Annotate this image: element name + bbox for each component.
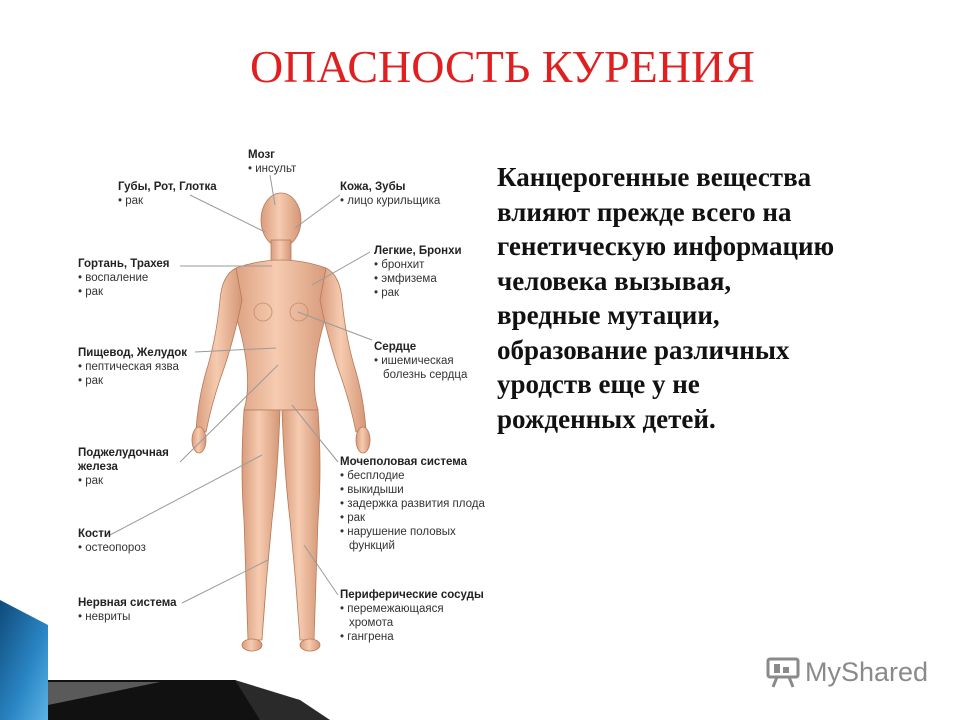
label-larynx-title: Гортань, Трахея (78, 258, 170, 270)
label-lungs (374, 244, 462, 300)
label-pancreas-title-2: железа (78, 461, 118, 473)
label-skin (340, 180, 440, 208)
body-line: человека вызывая, (497, 265, 732, 296)
label-genital (340, 455, 485, 553)
label-stomach (78, 346, 187, 388)
label-pancreas (78, 446, 169, 488)
logo-text: MyShared (805, 656, 929, 687)
label-lungs-item: • эмфизема (374, 272, 462, 286)
label-vessels-item: • перемежающаяся (340, 602, 484, 616)
label-stomach-item: • рак (78, 374, 187, 388)
presentation-icon (765, 655, 801, 689)
label-vessels-item: • гангрена (340, 630, 484, 644)
label-heart (374, 340, 467, 382)
body-line: уродств еще у не (497, 369, 700, 399)
label-skin-title: Кожа, Зубы (340, 181, 406, 193)
label-genital-item: • задержка развития плода (340, 497, 485, 511)
label-heart-title: Сердце (374, 341, 417, 353)
label-brain (248, 148, 296, 176)
label-vessels (340, 588, 484, 644)
body-line: образование различных (497, 334, 790, 365)
label-nervous (78, 596, 177, 624)
label-bones-item: • остеопороз (78, 541, 146, 555)
label-lips (118, 180, 217, 208)
label-lungs-title: Легкие, Бронхи (374, 245, 462, 257)
body-line: генетическую информацию (497, 231, 835, 261)
label-brain-item: • инсульт (248, 162, 296, 176)
label-bones-title: Кости (78, 528, 111, 540)
label-heart-item: болезнь сердца (383, 369, 468, 381)
human-figure (192, 193, 370, 651)
label-vessels-item: хромота (349, 617, 394, 629)
myshared-logo (765, 655, 928, 689)
slide-title: ОПАСНОСТЬ КУРЕНИЯ (250, 41, 755, 92)
label-brain-title: Мозг (248, 149, 275, 161)
label-nervous-item: • невриты (78, 610, 177, 624)
label-nervous-title: Нервная система (78, 597, 177, 609)
label-stomach-item: • пептическая язва (78, 360, 187, 374)
body-line: влияют прежде всего на (497, 196, 792, 227)
label-genital-item: • выкидыши (340, 483, 485, 497)
body-line: вредные мутации, (497, 300, 720, 330)
label-genital-title: Мочеполовая система (340, 456, 467, 468)
label-larynx-item: • воспаление (78, 271, 170, 285)
label-lips-item: • рак (118, 194, 217, 208)
label-vessels-title: Периферические сосуды (340, 589, 484, 601)
label-lungs-item: • рак (374, 286, 462, 300)
label-bones (78, 527, 146, 555)
label-genital-item: • нарушение половых (340, 525, 485, 539)
label-lips-title: Губы, Рот, Глотка (118, 181, 217, 193)
label-genital-item: • бесплодие (340, 469, 485, 483)
label-pancreas-item: • рак (78, 474, 169, 488)
body-line: рожденных детей. (497, 403, 716, 434)
label-genital-item: функций (349, 540, 395, 552)
label-heart-item: • ишемическая (374, 354, 467, 368)
label-larynx-item: • рак (78, 285, 170, 299)
leader-lines (110, 175, 372, 603)
label-larynx (78, 257, 170, 299)
label-skin-item: • лицо курильщика (340, 194, 440, 208)
label-pancreas-title-1: Поджелудочная (78, 447, 169, 459)
body-line: Канцерогенные вещества (497, 162, 812, 192)
label-lungs-item: • бронхит (374, 258, 462, 272)
label-genital-item: • рак (340, 511, 485, 525)
label-stomach-title: Пищевод, Желудок (78, 347, 188, 359)
